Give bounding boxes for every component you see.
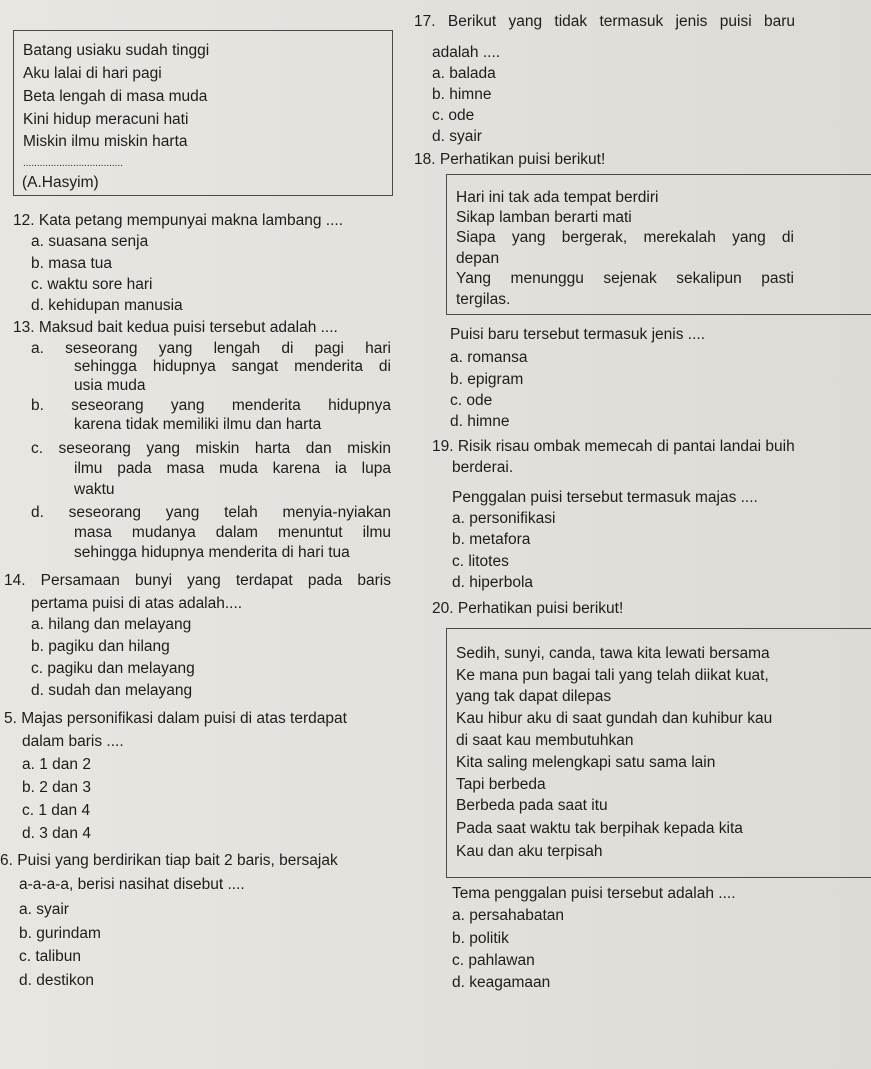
question-13-option-b: b. seseorang yang menderita hidupnya	[31, 397, 391, 414]
question-18-option: c. ode	[450, 392, 493, 409]
question-12-option: c. waktu sore hari	[31, 276, 153, 293]
poem-line: tergilas.	[456, 291, 511, 308]
question-19-stem: 19. Risik risau ombak memecah di pantai landai buih	[432, 438, 795, 455]
poem-line: Hari ini tak ada tempat berdiri	[456, 189, 659, 206]
question-14-stem-cont: pertama puisi di atas adalah....	[31, 595, 243, 612]
question-13-option-d-cont: masa mudanya dalam menuntut ilmu	[74, 524, 391, 541]
poem-line: Kita saling melengkapi satu sama lain	[456, 754, 716, 771]
poem-line: Aku lalai di hari pagi	[23, 65, 162, 82]
poem-line: Berbeda pada saat itu	[456, 797, 608, 814]
poem-line: Beta lengah di masa muda	[23, 88, 208, 105]
question-15-stem-cont: dalam baris ....	[22, 733, 124, 750]
poem-line: Ke mana pun bagai tali yang telah diikat kuat,	[456, 667, 769, 684]
question-12-option: d. kehidupan manusia	[31, 297, 183, 314]
poem-line: Kini hidup meracuni hati	[23, 111, 189, 128]
question-20-option: a. persahabatan	[452, 907, 565, 924]
question-19-option: a. personifikasi	[452, 510, 556, 527]
question-13-option-c: c. seseorang yang miskin harta dan miskin	[31, 440, 391, 457]
poem-line: di saat kau membutuhkan	[456, 732, 634, 749]
question-14-option: d. sudah dan melayang	[31, 682, 193, 699]
poem-line: Miskin ilmu miskin harta	[23, 133, 188, 150]
question-15-option: b. 2 dan 3	[22, 779, 91, 796]
question-19-option: b. metafora	[452, 531, 531, 548]
question-19-option: d. hiperbola	[452, 574, 534, 591]
question-17-option: c. ode	[432, 107, 475, 124]
poem-line: Kau dan aku terpisah	[456, 843, 603, 860]
question-12-option: a. suasana senja	[31, 233, 149, 250]
question-16-option: b. gurindam	[19, 925, 101, 942]
question-13-option-d: d. seseorang yang telah menyia-nyiakan	[31, 504, 391, 521]
question-13-option-c-cont: waktu	[74, 481, 115, 498]
question-15-option: a. 1 dan 2	[22, 756, 91, 773]
question-19-option: c. litotes	[452, 553, 509, 570]
question-17-option: d. syair	[432, 128, 482, 145]
poem-blank-line: ....................................	[23, 158, 124, 169]
question-15-option: c. 1 dan 4	[22, 802, 91, 819]
question-15-option: d. 3 dan 4	[22, 825, 91, 842]
poem-line: yang tak dapat dilepas	[456, 688, 612, 705]
question-13-option-c-cont: ilmu pada masa muda karena ia lupa	[74, 460, 391, 477]
question-20-question: Tema penggalan puisi tersebut adalah ....	[452, 885, 736, 902]
question-13-option-b-cont: karena tidak memiliki ilmu dan harta	[74, 416, 322, 433]
question-17-option: b. himne	[432, 86, 492, 103]
question-17-stem-cont: adalah ....	[432, 44, 501, 61]
question-20-option: b. politik	[452, 930, 509, 947]
poem-line: Sedih, sunyi, canda, tawa kita lewati bersama	[456, 645, 770, 662]
question-12-option: b. masa tua	[31, 255, 112, 272]
question-20-stem: 20. Perhatikan puisi berikut!	[432, 600, 624, 617]
question-13-option-a: a. seseorang yang lengah di pagi hari	[31, 340, 391, 357]
question-16-option: c. talibun	[19, 948, 82, 965]
poem-line: Yang menunggu sejenak sekalipun pasti	[456, 270, 794, 287]
question-17-stem: 17. Berikut yang tidak termasuk jenis puisi baru	[414, 13, 795, 30]
question-17-option: a. balada	[432, 65, 496, 82]
poem-box-20	[446, 628, 871, 878]
poem-line: Pada saat waktu tak berpihak kepada kita	[456, 820, 743, 837]
question-16-option: d. destikon	[19, 972, 94, 989]
question-20-option: c. pahlawan	[452, 952, 535, 969]
question-18-option: d. himne	[450, 413, 510, 430]
question-13-option-d-cont: sehingga hidupnya menderita di hari tua	[74, 544, 350, 561]
question-15-stem: 5. Majas personifikasi dalam puisi di atas terdapat	[4, 710, 347, 727]
question-18-stem: 18. Perhatikan puisi berikut!	[414, 151, 606, 168]
poem-author: (A.Hasyim)	[22, 174, 99, 191]
question-18-option: b. epigram	[450, 371, 524, 388]
question-13-option-a-cont: sehingga hidupnya sangat menderita di	[74, 358, 391, 375]
poem-line: Sikap lamban berarti mati	[456, 209, 632, 226]
poem-line: Siapa yang bergerak, merekalah yang di	[456, 229, 794, 246]
question-16-option: a. syair	[19, 901, 69, 918]
question-19-question: Penggalan puisi tersebut termasuk majas ....	[452, 489, 758, 506]
question-18-question: Puisi baru tersebut termasuk jenis ....	[450, 326, 706, 343]
question-14-option: c. pagiku dan melayang	[31, 660, 195, 677]
question-12-stem: 12. Kata petang mempunyai makna lambang ....	[13, 212, 344, 229]
question-14-option: a. hilang dan melayang	[31, 616, 192, 633]
question-14-stem: 14. Persamaan bunyi yang terdapat pada baris	[4, 572, 391, 589]
question-13-stem: 13. Maksud bait kedua puisi tersebut adalah ....	[13, 319, 338, 336]
poem-line: Tapi berbeda	[456, 776, 546, 793]
poem-line: Kau hibur aku di saat gundah dan kuhibur kau	[456, 710, 773, 727]
question-16-stem: 6. Puisi yang berdirikan tiap bait 2 baris, bersajak	[0, 852, 338, 869]
poem-line: Batang usiaku sudah tinggi	[23, 42, 210, 59]
question-18-option: a. romansa	[450, 349, 528, 366]
question-16-stem-cont: a-a-a-a, berisi nasihat disebut ....	[19, 876, 245, 893]
question-20-option: d. keagamaan	[452, 974, 551, 991]
question-14-option: b. pagiku dan hilang	[31, 638, 170, 655]
question-19-stem-cont: berderai.	[452, 459, 514, 476]
question-13-option-a-cont: usia muda	[74, 377, 146, 394]
poem-line: depan	[456, 250, 500, 267]
